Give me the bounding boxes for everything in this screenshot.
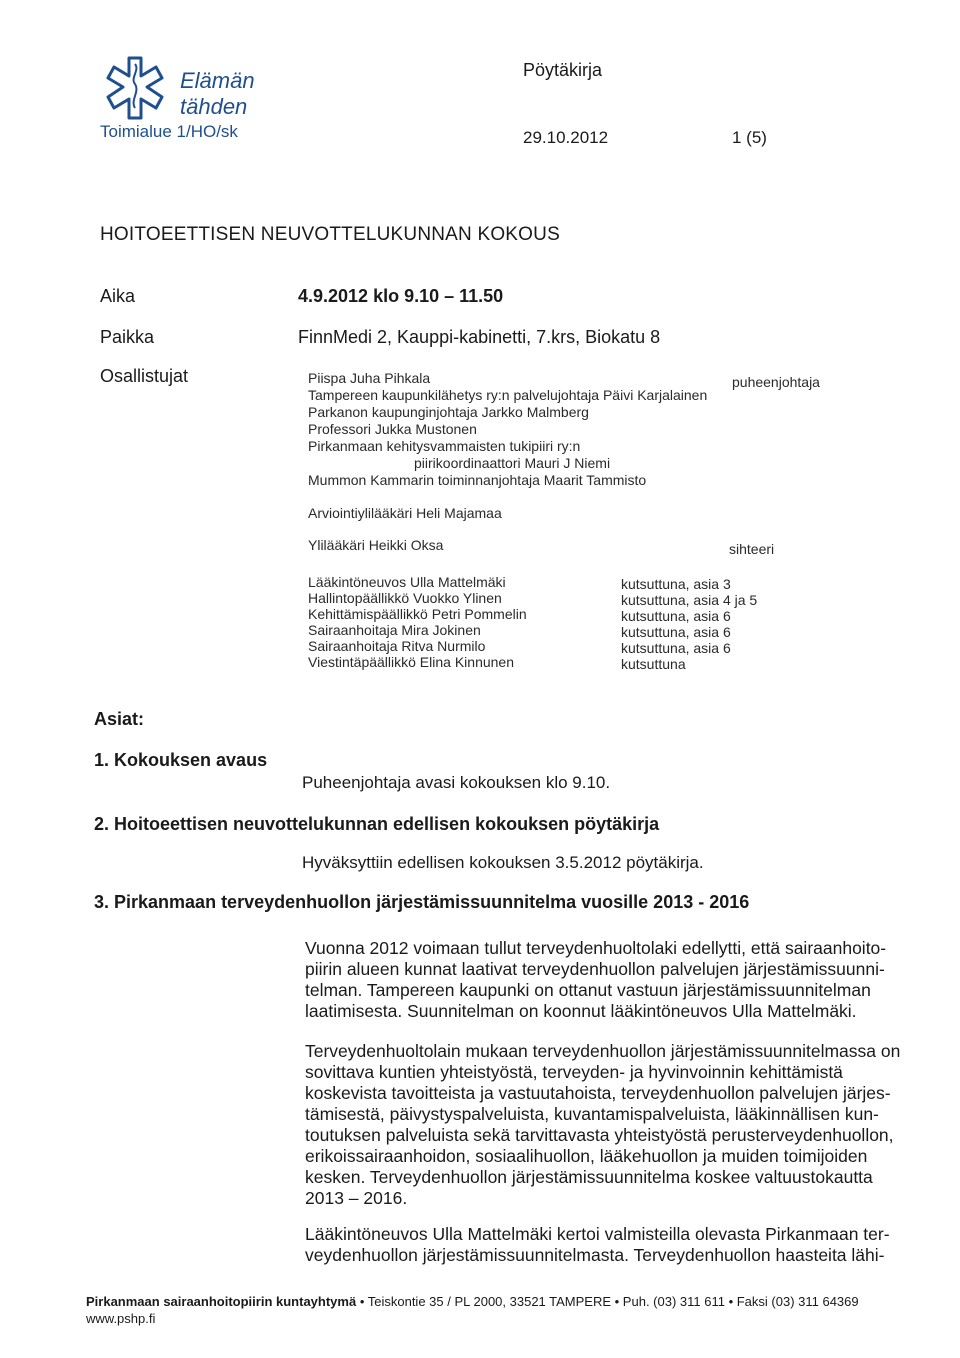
logo-line-1: Elämän [180,68,255,93]
footer-org: Pirkanmaan sairaanhoitopiirin kuntayhtymä [86,1294,357,1309]
attendee-5-cont: piirikoordinaattori Mauri J Niemi [414,455,611,471]
agenda-3-paragraph-1: Vuonna 2012 voimaan tullut terveydenhuoltolaki edellytti, että sairaanhoito-piirin alueen kunnat laativat terveydenhuollon palvelujen järjestämissuunni-telman. Tampereen kaupunki on ottanut vastuun järjestämissuunnitelman laatimisesta. Suunnitelman on koonnut lääkintöneuvos Ulla Mattelmäki. [305,938,887,1021]
agenda-3-paragraph-3: Lääkintöneuvos Ulla Mattelmäki kertoi valmisteilla olevasta Pirkanmaan ter-veydenhuollon järjestämissuunnitelmasta. Terveydenhuollon haasteita lähi- [305,1224,890,1265]
invited-note-3: kutsuttuna, asia 6 [621,608,731,624]
attendee-5: Pirkanmaan kehitysvammaisten tukipiiri ry:n [308,438,581,454]
invited-note-2: kutsuttuna, asia 4 ja 5 [621,592,758,608]
invited-name-6: Viestintäpäällikkö Elina Kinnunen [308,654,514,670]
footer-contact [86,1294,859,1309]
attendee-2: Tampereen kaupunkilähetys ry:n palvelujohtaja Päivi Karjalainen [308,387,708,403]
page-number: 1 (5) [732,128,767,147]
footer-web-link[interactable]: www.pshp.fi [86,1311,156,1326]
agenda-item-2-minute: Hyväksyttiin edellisen kokouksen 3.5.2012 pöytäkirja. [302,853,704,872]
secretary-name: Ylilääkäri Heikki Oksa [308,537,444,553]
attendee-7: Arviointiylilääkäri Heli Majamaa [308,505,502,521]
agenda-item-2-title: 2. Hoitoeettisen neuvottelukunnan edellisen kokouksen pöytäkirja [94,814,660,834]
attendee-3: Parkanon kaupunginjohtaja Jarkko Malmberg [308,404,589,420]
logo-line-2: tähden [180,94,248,119]
invited-note-5: kutsuttuna, asia 6 [621,640,731,656]
document-date: 29.10.2012 [523,128,609,147]
agenda-3-paragraph-2: Terveydenhuoltolain mukaan terveydenhuollon järjestämissuunnitelmassa on sovittava kuntien yhteistyöstä, terveyden- ja hyvinvoinnin kehittämistä koskevista tavoitteista ja vastuutahoista, terveydenhuollon palvelujen järjes-tämisestä, päivystyspalveluista, kuvantamispalveluista, lääkinnällisen kun-toutuksen palveluista sekä tarvittavasta yhteistyöstä perusterveydenhuollon, erikoissairaanhoidon, sosiaalihuollon, lääkehuollon ja muiden toimijoiden kesken. Terveydenhuollon järjestämissuunnitelma koskee valtuustokautta 2013 – 2016. [305,1041,901,1208]
attendees-label: Osallistujat [100,366,189,386]
attendee-4: Professori Jukka Mustonen [308,421,477,437]
invited-name-1: Lääkintöneuvos Ulla Mattelmäki [308,574,506,590]
place-label: Paikka [100,327,155,347]
invited-note-6: kutsuttuna [621,656,686,672]
invited-name-3: Kehittämispäällikkö Petri Pommelin [308,606,527,622]
chair-role: puheenjohtaja [732,374,820,390]
time-label: Aika [100,286,136,306]
agenda-item-3-title: 3. Pirkanmaan terveydenhuollon järjestämissuunnitelma vuosille 2013 - 2016 [94,892,750,912]
invited-name-4: Sairaanhoitaja Mira Jokinen [308,622,481,638]
document-type: Pöytäkirja [523,60,603,80]
place-value: FinnMedi 2, Kauppi-kabinetti, 7.krs, Biokatu 8 [298,327,661,347]
invited-name-2: Hallintopäällikkö Vuokko Ylinen [308,590,502,606]
agenda-item-1-minute: Puheenjohtaja avasi kokouksen klo 9.10. [302,773,611,792]
invited-name-5: Sairaanhoitaja Ritva Nurmilo [308,638,486,654]
footer-address: • Teiskontie 35 / PL 2000, 33521 TAMPERE • Puh. (03) 311 611 • Faksi (03) 311 64369 [356,1294,859,1309]
star-of-life-logo-icon [104,52,166,124]
attendee-1: Piispa Juha Pihkala [308,370,431,386]
meeting-title: HOITOEETTISEN NEUVOTTELUKUNNAN KOKOUS [100,224,560,245]
invited-note-1: kutsuttuna, asia 3 [621,576,731,592]
logo-wordmark [180,68,255,120]
org-unit: Toimialue 1/HO/sk [100,122,238,141]
secretary-role: sihteeri [729,541,775,557]
agenda-item-1-title: 1. Kokouksen avaus [94,750,268,770]
attendee-6: Mummon Kammarin toiminnanjohtaja Maarit Tammisto [308,472,647,488]
agenda-heading: Asiat: [94,709,145,729]
time-value: 4.9.2012 klo 9.10 – 11.50 [298,286,504,306]
invited-note-4: kutsuttuna, asia 6 [621,624,731,640]
